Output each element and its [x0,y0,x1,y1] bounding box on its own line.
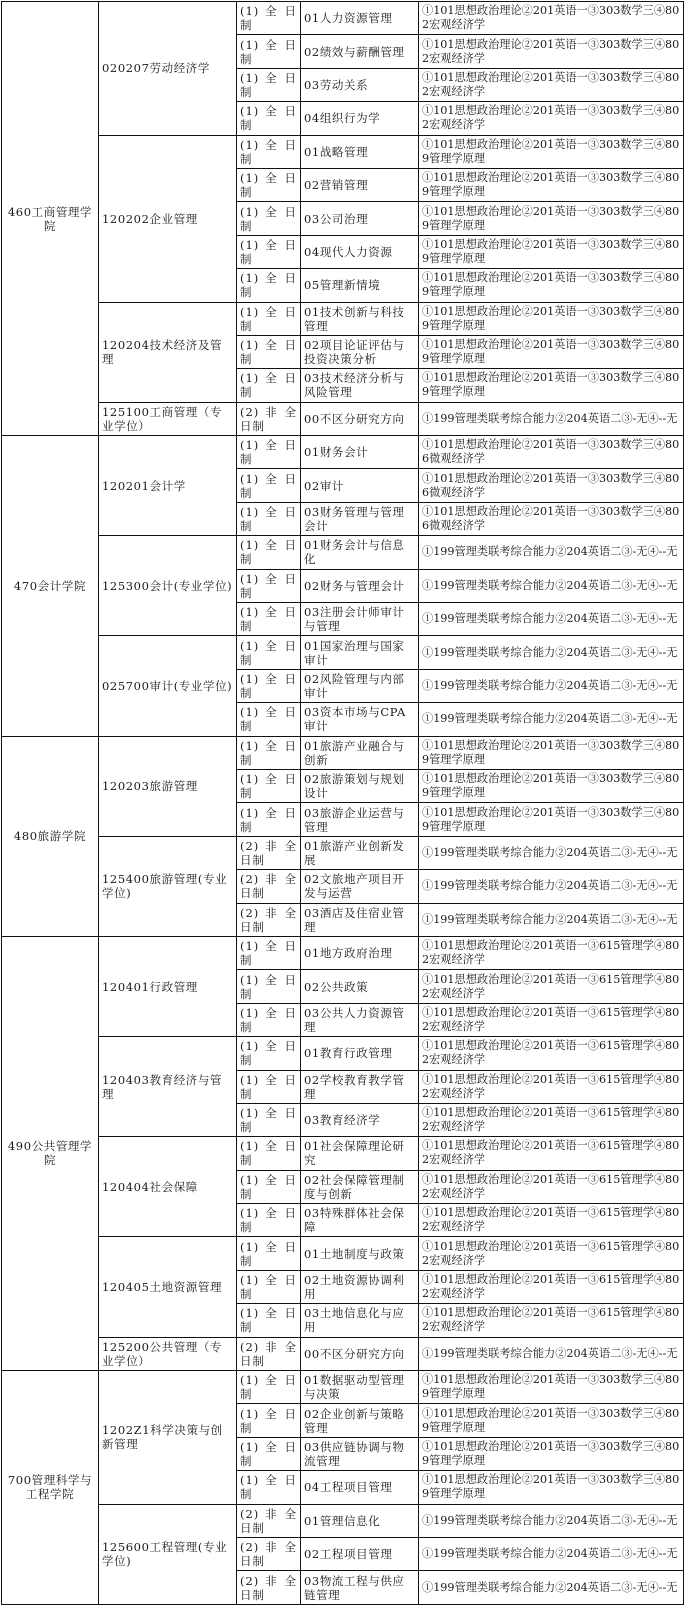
research-direction-cell: 03旅游企业运营与管理 [301,803,419,836]
study-mode-cell: (1) 全 日制 [237,202,301,235]
research-direction-cell: 02社会保障管理制度与创新 [301,1170,419,1203]
study-mode-cell: (1) 全 日制 [237,1003,301,1036]
study-mode-cell: (1) 全 日制 [237,1471,301,1504]
table-row [2,536,684,569]
study-mode-cell: (1) 全 日制 [237,970,301,1003]
major-cell: 120405土地资源管理 [99,1237,237,1337]
exam-subjects-cell: ①101思想政治理论②201英语一③303数学三④809管理学原理 [419,1437,684,1470]
major-cell: 125300会计(专业学位) [99,536,237,636]
research-direction-cell: 03特殊群体社会保障 [301,1204,419,1237]
exam-subjects-cell: ①101思想政治理论②201英语一③303数学三④802宏观经济学 [419,102,684,135]
research-direction-cell: 02公共政策 [301,970,419,1003]
exam-subjects-cell: ①199管理类联考综合能力②204英语二③-无④--无 [419,1571,684,1604]
research-direction-cell: 03酒店及住宿业管理 [301,903,419,936]
table-row [2,135,684,168]
research-direction-cell: 00不区分研究方向 [301,1337,419,1370]
exam-subjects-cell: ①101思想政治理论②201英语一③303数学三④809管理学原理 [419,235,684,268]
exam-subjects-cell: ①101思想政治理论②201英语一③615管理学④802宏观经济学 [419,936,684,969]
exam-subjects-cell: ①199管理类联考综合能力②204英语二③-无④--无 [419,536,684,569]
major-cell: 125400旅游管理(专业学位) [99,836,237,936]
study-mode-cell: (1) 全 日制 [237,68,301,101]
study-mode-cell: (1) 全 日制 [237,235,301,268]
research-direction-cell: 04现代人力资源 [301,235,419,268]
table-row [2,1504,684,1537]
exam-subjects-cell: ①101思想政治理论②201英语一③303数学三④809管理学原理 [419,269,684,302]
research-direction-cell: 01社会保障理论研究 [301,1137,419,1170]
study-mode-cell: (2) 非 全日制 [237,1537,301,1570]
study-mode-cell: (1) 全 日制 [237,536,301,569]
study-mode-cell: (1) 全 日制 [237,603,301,636]
research-direction-cell: 01财务会计与信息化 [301,536,419,569]
table-row [2,1037,684,1070]
table-row [2,436,684,469]
exam-subjects-cell: ①199管理类联考综合能力②204英语二③-无④--无 [419,1337,684,1370]
research-direction-cell: 03土地信息化与应用 [301,1304,419,1337]
research-direction-cell: 02工程项目管理 [301,1537,419,1570]
study-mode-cell: (1) 全 日制 [237,1137,301,1170]
study-mode-cell: (2) 非 全日制 [237,402,301,435]
admissions-catalog-table [1,1,684,1605]
research-direction-cell: 01管理信息化 [301,1504,419,1537]
research-direction-cell: 01旅游产业创新发展 [301,836,419,869]
study-mode-cell: (1) 全 日制 [237,2,301,35]
exam-subjects-cell: ①199管理类联考综合能力②204英语二③-无④--无 [419,569,684,602]
study-mode-cell: (1) 全 日制 [237,803,301,836]
table-row [2,936,684,969]
study-mode-cell: (2) 非 全日制 [237,870,301,903]
study-mode-cell: (1) 全 日制 [237,1170,301,1203]
research-direction-cell: 02审计 [301,469,419,502]
research-direction-cell: 01地方政府治理 [301,936,419,969]
study-mode-cell: (2) 非 全日制 [237,903,301,936]
study-mode-cell: (1) 全 日制 [237,1304,301,1337]
study-mode-cell: (1) 全 日制 [237,769,301,802]
exam-subjects-cell: ①199管理类联考综合能力②204英语二③-无④--无 [419,870,684,903]
study-mode-cell: (1) 全 日制 [237,269,301,302]
research-direction-cell: 01数据驱动型管理与决策 [301,1371,419,1404]
study-mode-cell: (1) 全 日制 [237,335,301,368]
study-mode-cell: (1) 全 日制 [237,1404,301,1437]
research-direction-cell: 01国家治理与国家审计 [301,636,419,669]
exam-subjects-cell: ①101思想政治理论②201英语一③303数学三④809管理学原理 [419,736,684,769]
research-direction-cell: 01技术创新与科技管理 [301,302,419,335]
exam-subjects-cell: ①101思想政治理论②201英语一③303数学三④802宏观经济学 [419,68,684,101]
research-direction-cell: 01战略管理 [301,135,419,168]
exam-subjects-cell: ①101思想政治理论②201英语一③303数学三④806微观经济学 [419,436,684,469]
table-row [2,302,684,335]
table-row [2,1137,684,1170]
exam-subjects-cell: ①101思想政治理论②201英语一③303数学三④809管理学原理 [419,168,684,201]
study-mode-cell: (2) 非 全日制 [237,1337,301,1370]
research-direction-cell: 02学校教育教学管理 [301,1070,419,1103]
study-mode-cell: (1) 全 日制 [237,168,301,201]
exam-subjects-cell: ①101思想政治理论②201英语一③303数学三④809管理学原理 [419,202,684,235]
major-cell: 120401行政管理 [99,936,237,1036]
study-mode-cell: (1) 全 日制 [237,736,301,769]
exam-subjects-cell: ①199管理类联考综合能力②204英语二③-无④--无 [419,669,684,702]
research-direction-cell: 04组织行为学 [301,102,419,135]
college-cell: 490公共管理学院 [2,936,99,1370]
research-direction-cell: 02项目论证评估与投资决策分析 [301,335,419,368]
exam-subjects-cell: ①101思想政治理论②201英语一③303数学三④809管理学原理 [419,769,684,802]
exam-subjects-cell: ①101思想政治理论②201英语一③303数学三④809管理学原理 [419,369,684,402]
major-cell: 125100工商管理（专业学位） [99,402,237,435]
major-cell: 120404社会保障 [99,1137,237,1237]
exam-subjects-cell: ①101思想政治理论②201英语一③615管理学④802宏观经济学 [419,1270,684,1303]
study-mode-cell: (1) 全 日制 [237,302,301,335]
study-mode-cell: (2) 非 全日制 [237,1504,301,1537]
study-mode-cell: (1) 全 日制 [237,636,301,669]
research-direction-cell: 03注册会计师审计与管理 [301,603,419,636]
major-cell: 120201会计学 [99,436,237,536]
major-cell: 125200公共管理（专业学位） [99,1337,237,1370]
research-direction-cell: 00不区分研究方向 [301,402,419,435]
exam-subjects-cell: ①101思想政治理论②201英语一③303数学三④806微观经济学 [419,502,684,535]
exam-subjects-cell: ①101思想政治理论②201英语一③303数学三④809管理学原理 [419,1404,684,1437]
study-mode-cell: (1) 全 日制 [237,703,301,736]
research-direction-cell: 03资本市场与CPA审计 [301,703,419,736]
exam-subjects-cell: ①101思想政治理论②201英语一③303数学三④802宏观经济学 [419,35,684,68]
major-cell: 025700审计(专业学位) [99,636,237,736]
research-direction-cell: 01财务会计 [301,436,419,469]
exam-subjects-cell: ①199管理类联考综合能力②204英语二③-无④--无 [419,636,684,669]
study-mode-cell: (2) 非 全日制 [237,1571,301,1604]
research-direction-cell: 03财务管理与管理会计 [301,502,419,535]
exam-subjects-cell: ①101思想政治理论②201英语一③615管理学④802宏观经济学 [419,1137,684,1170]
exam-subjects-cell: ①101思想政治理论②201英语一③303数学三④809管理学原理 [419,1371,684,1404]
research-direction-cell: 01教育行政管理 [301,1037,419,1070]
research-direction-cell: 03技术经济分析与风险管理 [301,369,419,402]
major-cell: 120203旅游管理 [99,736,237,836]
research-direction-cell: 02土地资源协调利用 [301,1270,419,1303]
research-direction-cell: 02绩效与薪酬管理 [301,35,419,68]
table-row [2,1371,684,1404]
research-direction-cell: 02文旅地产项目开发与运营 [301,870,419,903]
research-direction-cell: 02营销管理 [301,168,419,201]
research-direction-cell: 03教育经济学 [301,1103,419,1136]
research-direction-cell: 04工程项目管理 [301,1471,419,1504]
exam-subjects-cell: ①101思想政治理论②201英语一③615管理学④802宏观经济学 [419,1037,684,1070]
study-mode-cell: (1) 全 日制 [237,936,301,969]
exam-subjects-cell: ①101思想政治理论②201英语一③615管理学④802宏观经济学 [419,1170,684,1203]
college-cell: 700管理科学与工程学院 [2,1371,99,1605]
table-body [2,2,684,1605]
table-row [2,402,684,435]
study-mode-cell: (1) 全 日制 [237,1437,301,1470]
table-row [2,636,684,669]
major-cell: 120202企业管理 [99,135,237,302]
exam-subjects-cell: ①101思想政治理论②201英语一③615管理学④802宏观经济学 [419,1003,684,1036]
study-mode-cell: (1) 全 日制 [237,35,301,68]
exam-subjects-cell: ①101思想政治理论②201英语一③303数学三④809管理学原理 [419,1471,684,1504]
study-mode-cell: (1) 全 日制 [237,1204,301,1237]
study-mode-cell: (2) 非 全日制 [237,836,301,869]
exam-subjects-cell: ①101思想政治理论②201英语一③615管理学④802宏观经济学 [419,1070,684,1103]
research-direction-cell: 03劳动关系 [301,68,419,101]
research-direction-cell: 02旅游策划与规划设计 [301,769,419,802]
exam-subjects-cell: ①101思想政治理论②201英语一③615管理学④802宏观经济学 [419,970,684,1003]
research-direction-cell: 03公共人力资源管理 [301,1003,419,1036]
exam-subjects-cell: ①199管理类联考综合能力②204英语二③-无④--无 [419,836,684,869]
study-mode-cell: (1) 全 日制 [237,102,301,135]
research-direction-cell: 03供应链协调与物流管理 [301,1437,419,1470]
exam-subjects-cell: ①199管理类联考综合能力②204英语二③-无④--无 [419,1537,684,1570]
exam-subjects-cell: ①199管理类联考综合能力②204英语二③-无④--无 [419,903,684,936]
study-mode-cell: (1) 全 日制 [237,1371,301,1404]
study-mode-cell: (1) 全 日制 [237,1270,301,1303]
study-mode-cell: (1) 全 日制 [237,135,301,168]
exam-subjects-cell: ①199管理类联考综合能力②204英语二③-无④--无 [419,402,684,435]
table-row [2,1337,684,1370]
research-direction-cell: 01土地制度与政策 [301,1237,419,1270]
exam-subjects-cell: ①101思想政治理论②201英语一③615管理学④802宏观经济学 [419,1237,684,1270]
study-mode-cell: (1) 全 日制 [237,1070,301,1103]
major-cell: 120403教育经济与管理 [99,1037,237,1137]
exam-subjects-cell: ①101思想政治理论②201英语一③303数学三④809管理学原理 [419,302,684,335]
study-mode-cell: (1) 全 日制 [237,669,301,702]
college-cell: 460工商管理学院 [2,2,99,436]
research-direction-cell: 01旅游产业融合与创新 [301,736,419,769]
exam-subjects-cell: ①199管理类联考综合能力②204英语二③-无④--无 [419,1504,684,1537]
study-mode-cell: (1) 全 日制 [237,469,301,502]
study-mode-cell: (1) 全 日制 [237,1237,301,1270]
study-mode-cell: (1) 全 日制 [237,436,301,469]
table-row [2,1237,684,1270]
table-row [2,836,684,869]
research-direction-cell: 03物流工程与供应链管理 [301,1571,419,1604]
major-cell: 120204技术经济及管理 [99,302,237,402]
exam-subjects-cell: ①199管理类联考综合能力②204英语二③-无④--无 [419,603,684,636]
exam-subjects-cell: ①101思想政治理论②201英语一③303数学三④802宏观经济学 [419,2,684,35]
study-mode-cell: (1) 全 日制 [237,1103,301,1136]
major-cell: 020207劳动经济学 [99,2,237,136]
exam-subjects-cell: ①101思想政治理论②201英语一③303数学三④809管理学原理 [419,803,684,836]
research-direction-cell: 01人力资源管理 [301,2,419,35]
exam-subjects-cell: ①101思想政治理论②201英语一③303数学三④809管理学原理 [419,335,684,368]
exam-subjects-cell: ①199管理类联考综合能力②204英语二③-无④--无 [419,703,684,736]
exam-subjects-cell: ①101思想政治理论②201英语一③303数学三④806微观经济学 [419,469,684,502]
table-row [2,2,684,35]
research-direction-cell: 03公司治理 [301,202,419,235]
exam-subjects-cell: ①101思想政治理论②201英语一③615管理学④802宏观经济学 [419,1204,684,1237]
exam-subjects-cell: ①101思想政治理论②201英语一③615管理学④802宏观经济学 [419,1304,684,1337]
major-cell: 1202Z1科学决策与创新管理 [99,1371,237,1505]
research-direction-cell: 05管理新情境 [301,269,419,302]
research-direction-cell: 02财务与管理会计 [301,569,419,602]
major-cell: 125600工程管理(专业学位) [99,1504,237,1604]
study-mode-cell: (1) 全 日制 [237,569,301,602]
study-mode-cell: (1) 全 日制 [237,1037,301,1070]
study-mode-cell: (1) 全 日制 [237,369,301,402]
table-row [2,736,684,769]
exam-subjects-cell: ①101思想政治理论②201英语一③615管理学④802宏观经济学 [419,1103,684,1136]
college-cell: 480旅游学院 [2,736,99,936]
study-mode-cell: (1) 全 日制 [237,502,301,535]
exam-subjects-cell: ①101思想政治理论②201英语一③303数学三④809管理学原理 [419,135,684,168]
research-direction-cell: 02企业创新与策略管理 [301,1404,419,1437]
college-cell: 470会计学院 [2,436,99,737]
research-direction-cell: 02风险管理与内部审计 [301,669,419,702]
